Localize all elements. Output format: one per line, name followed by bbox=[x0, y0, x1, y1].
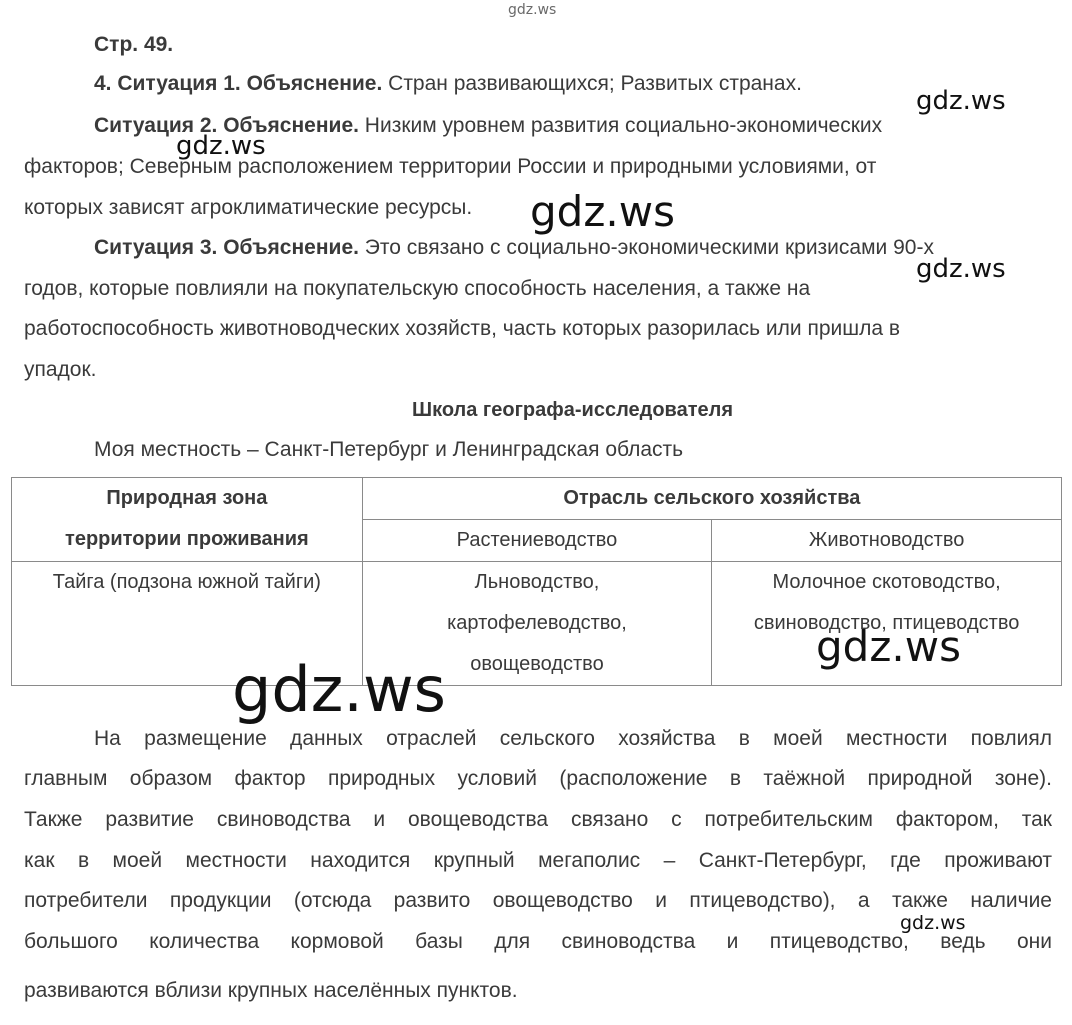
situation-1-text: Стран развивающихся; Развитых странах. bbox=[382, 72, 802, 95]
header-agriculture-branch: Отрасль сельского хозяйства bbox=[362, 478, 1061, 520]
situation-1-label: 4. Ситуация 1. Объяснение. bbox=[94, 72, 383, 95]
header-crop-growing: Растениеводство bbox=[362, 520, 711, 562]
watermark-6: gdz.ws bbox=[232, 653, 446, 726]
watermark-2: gdz.ws bbox=[176, 131, 266, 161]
watermark-7: gdz.ws bbox=[900, 912, 966, 934]
situation-3-line-1 bbox=[94, 236, 934, 260]
conclusion-line-1: На размещение данных отраслей сельского хозяйства в моей местности повлиял bbox=[94, 727, 1052, 750]
conclusion-line-4: как в моей местности находится крупный мегаполис – Санкт-Петербург, где проживают bbox=[24, 849, 1052, 872]
situation-3-line-4: упадок. bbox=[24, 358, 97, 381]
cell-livestock: Молочное скотоводство, свиноводство, птицеводство bbox=[712, 562, 1062, 686]
header-livestock: Животноводство bbox=[712, 520, 1062, 562]
page-reference: Стр. 49. bbox=[94, 33, 174, 56]
situation-3-line-2: годов, которые повлияли на покупательскую способность населения, а также на bbox=[24, 277, 811, 300]
watermark-4: gdz.ws bbox=[916, 254, 1006, 284]
watermark-1: gdz.ws bbox=[916, 86, 1006, 116]
situation-3-text: Это связано с социально-экономическими кризисами 90-х bbox=[358, 236, 934, 259]
situation-3-line-3: работоспособность животноводческих хозяйств, часть которых разорилась или пришла в bbox=[24, 317, 901, 340]
situation-2-text: Низким уровнем развития социально-экономических bbox=[358, 114, 883, 137]
situation-2-label: Ситуация 2. Объяснение. bbox=[94, 114, 359, 137]
conclusion-line-7: развиваются вблизи крупных населённых пунктов. bbox=[24, 979, 518, 1002]
situation-3-label: Ситуация 3. Объяснение. bbox=[94, 236, 359, 259]
watermark-top: gdz.ws bbox=[508, 2, 557, 18]
situation-1 bbox=[94, 72, 802, 96]
watermark-3: gdz.ws bbox=[530, 187, 675, 236]
situation-2-line-3: которых зависят агроклиматические ресурсы. bbox=[24, 196, 473, 219]
locality-line: Моя местность – Санкт-Петербург и Ленинградская область bbox=[94, 438, 684, 461]
section-heading: Школа географа-исследователя bbox=[411, 399, 734, 421]
conclusion-line-6: большого количества кормовой базы для свиноводства и птицеводство, ведь они bbox=[24, 930, 1052, 953]
conclusion-line-5: потребители продукции (отсюда развито овощеводство и птицеводство), а также наличие bbox=[24, 889, 1052, 912]
conclusion-line-3: Также развитие свиноводства и овощеводства связано с потребительским фактором, так bbox=[24, 808, 1052, 831]
header-natural-zone: Природная зона территории проживания bbox=[12, 478, 363, 562]
table-header-row bbox=[12, 478, 1062, 520]
cell-zone: Тайга (подзона южной тайги) bbox=[12, 562, 363, 686]
situation-2-line-2: факторов; Северным расположением территории России и природными условиями, от bbox=[24, 155, 877, 178]
conclusion-line-2: главным образом фактор природных условий (расположение в таёжной природной зоне). bbox=[24, 767, 1052, 790]
watermark-5: gdz.ws bbox=[816, 622, 961, 671]
cell-crops: Льноводство, картофелеводство, овощеводство bbox=[362, 562, 711, 686]
